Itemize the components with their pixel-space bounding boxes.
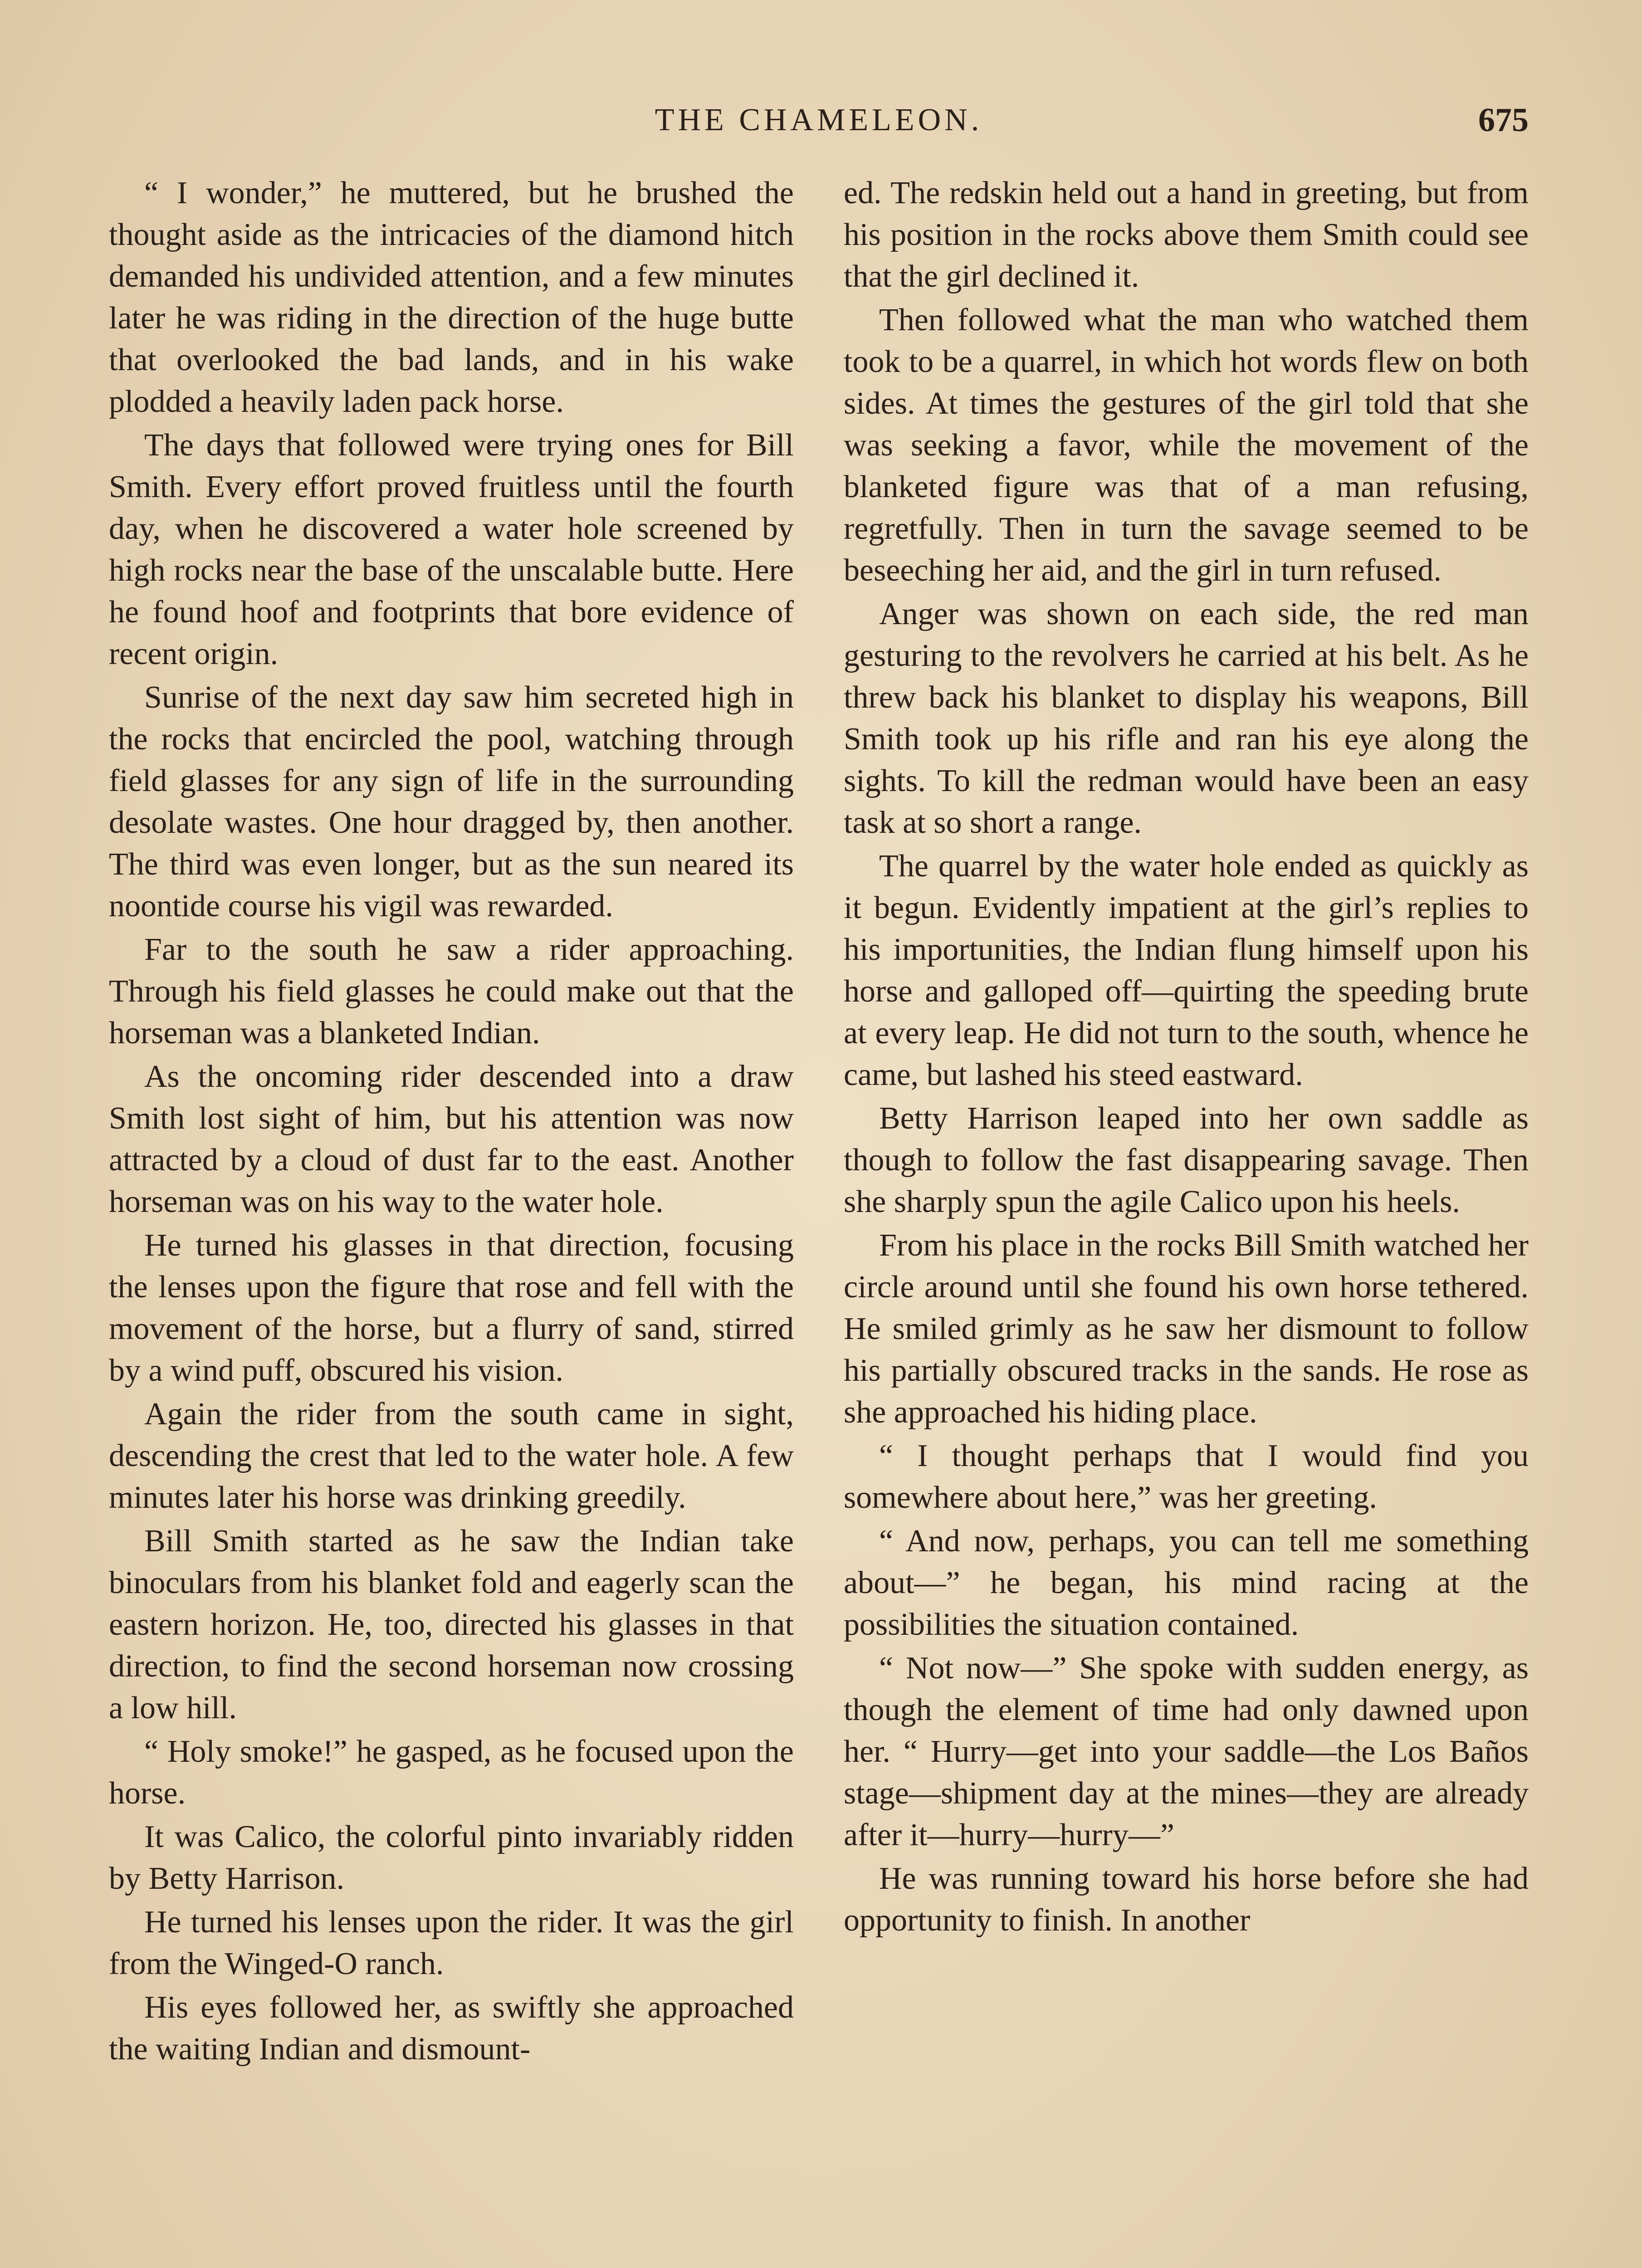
page-number: 675	[1478, 102, 1529, 139]
paragraph: “ And now, perhaps, you can tell me something about—” he began, his mind racing at the possibilities the situation contained.	[844, 1524, 1529, 1642]
paragraph: Betty Harrison leaped into her own saddle as though to follow the fast disappearing savage. Then she sharply spun the agile Calico upon his heels.	[844, 1101, 1529, 1219]
paragraph: The quarrel by the water hole ended as quickly as it begun. Evidently impatient at the girl’s replies to his importunities, the Indian flung himself upon his horse and galloped off—quirting the speeding brute at every leap. He did not turn to the south, whence he came, but lashed his steed eastward.	[844, 849, 1529, 1092]
paragraph: It was Calico, the colorful pinto invariably ridden by Betty Harrison.	[109, 1819, 794, 1896]
paragraph: Sunrise of the next day saw him secreted high in the rocks that encircled the pool, watching through field glasses for any sign of life in the surrounding desolate wastes. One hour dragged by, then another. The third was even longer, but as the sun neared its noontide course his vigil was rewarded.	[109, 680, 794, 924]
paragraph: From his place in the rocks Bill Smith watched her circle around until she found his own horse tethered. He smiled grimly as he saw her dismount to follow his partially obscured tracks in the sands. He rose as she approached his hiding place.	[844, 1228, 1529, 1430]
paragraph: “ Holy smoke!” he gasped, as he focused upon the horse.	[109, 1734, 794, 1811]
paragraph: “ I thought perhaps that I would find you somewhere about here,” was her greeting.	[844, 1438, 1529, 1515]
paragraph: Bill Smith started as he saw the Indian take binoculars from his blanket fold and eagerly scan the eastern horizon. He, too, directed his glasses in that direction, to find the second horseman now crossing a low hill.	[109, 1524, 794, 1725]
paragraph: The days that followed were trying ones for Bill Smith. Every effort proved fruitless until the fourth day, when he discovered a water hole screened by high rocks near the base of the unscalable butte. Here he found hoof and footprints that bore evidence of recent origin.	[109, 428, 794, 671]
paragraph: Then followed what the man who watched them took to be a quarrel, in which hot words flew on both sides. At times the gestures of the girl told that she was seeking a favor, while the movement of the blanketed figure was that of a man refusing, regretfully. Then in turn the savage seemed to be beseeching her aid, and the girl in turn refused.	[844, 303, 1529, 588]
paragraph: Again the rider from the south came in sight, descending the crest that led to the water hole. A few minutes later his horse was drinking greedily.	[109, 1397, 794, 1515]
paragraph: He turned his glasses in that direction, focusing the lenses upon the figure that rose and fell with the movement of the horse, but a flurry of sand, stirred by a wind puff, obscured his vision.	[109, 1228, 794, 1388]
paragraph: His eyes followed her, as swiftly she approached the waiting Indian and dismount-	[109, 1990, 794, 2067]
page-header	[109, 91, 1529, 150]
paragraph: “ I wonder,” he muttered, but he brushed the thought aside as the intricacies of the diamond hitch demanded his undivided attention, and a few minutes later he was riding in the direction of the huge butte that overlooked the bad lands, and in his wake plodded a heavily laden pack horse.	[109, 176, 794, 419]
paragraph: “ Not now—” She spoke with sudden energy, as though the element of time had only dawned upon her. “ Hurry—get into your saddle—the Los Baños stage—shipment day at the mines—they are already after it—hurry—hurry—”	[844, 1651, 1529, 1853]
text-columns	[109, 172, 1529, 2268]
paragraph: As the oncoming rider descended into a draw Smith lost sight of him, but his attention was now attracted by a cloud of dust far to the east. Another horseman was on his way to the water hole.	[109, 1059, 794, 1219]
running-title: THE CHAMELEON.	[655, 103, 983, 137]
paragraph: Far to the south he saw a rider approaching. Through his field glasses he could make out that the horseman was a blanketed Indian.	[109, 932, 794, 1051]
left-column	[109, 172, 794, 2268]
paragraph: He was running toward his horse before she had opportunity to finish. In another	[844, 1861, 1529, 1938]
paragraph: Anger was shown on each side, the red man gesturing to the revolvers he carried at his belt. As he threw back his blanket to display his weapons, Bill Smith took up his rifle and ran his eye along the sights. To kill the redman would have been an easy task at so short a range.	[844, 596, 1529, 840]
paragraph-continuation: ed. The redskin held out a hand in greeting, but from his position in the rocks above them Smith could see that the girl declined it.	[844, 176, 1529, 294]
right-column	[844, 172, 1529, 2268]
paragraph: He turned his lenses upon the rider. It was the girl from the Winged-O ranch.	[109, 1905, 794, 1981]
